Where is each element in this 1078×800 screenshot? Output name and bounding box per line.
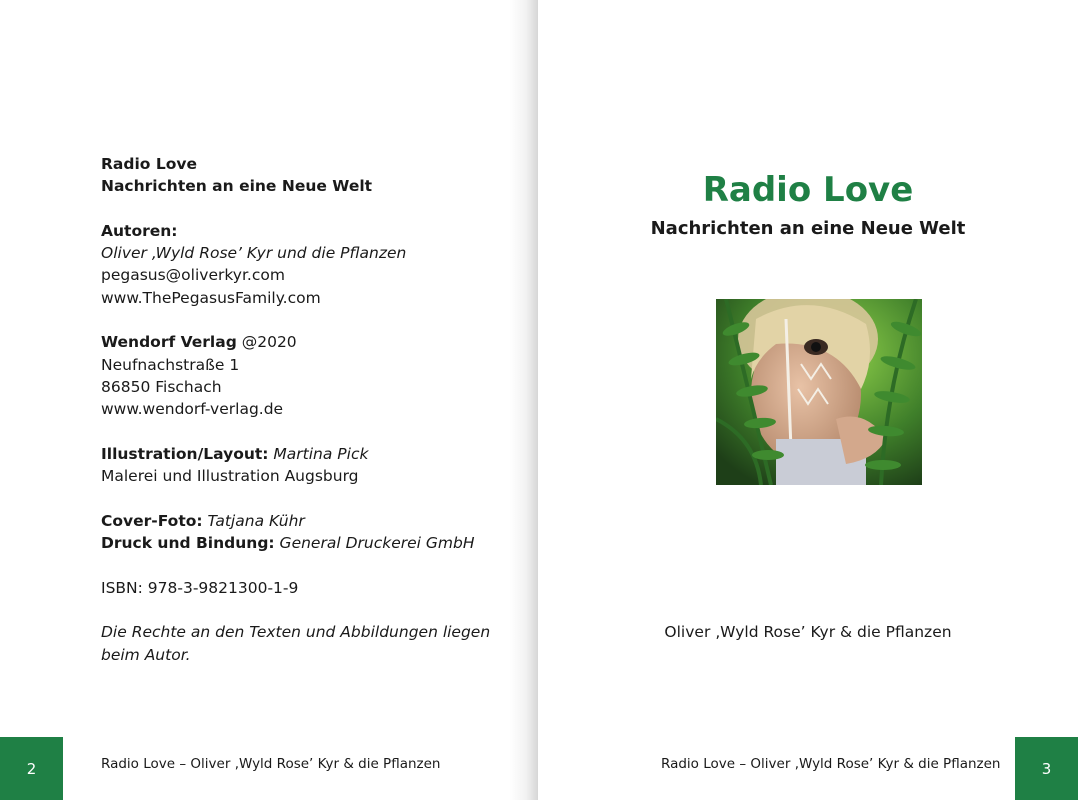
authors-value: Oliver ‚Wyld Rose’ Kyr und die Pflanzen [101,244,407,263]
illustration-label: Illustration/Layout: [101,444,269,463]
page-number-left: 2 [0,737,63,800]
illustration-description: Malerei und Illustration Augsburg [101,467,359,486]
page-number-right: 3 [1015,737,1078,800]
cover-photo-label: Cover-Foto: [101,511,203,530]
publisher-street: Neufnachstraße 1 [101,355,240,374]
publisher-website: www.wendorf-verlag.de [101,400,284,419]
rights-notice: Die Rechte an den Texten und Abbildungen liegen beim Autor. [101,623,491,664]
imprint-book-subtitle: Nachrichten an eine Neue Welt [101,177,373,196]
publisher-year: @2020 [236,333,297,352]
print-value: General Druckerei GmbH [274,534,475,553]
title-page-heading: Radio Love [702,170,914,210]
cover-photo-value: Tatjana Kühr [202,511,305,530]
right-page [538,0,1078,800]
authors-label: Autoren: [101,221,178,240]
footer-left: Radio Love – Oliver ‚Wyld Rose’ Kyr & die Pflanzen [101,756,441,772]
imprint-block [101,153,501,688]
title-page-subtitle: Nachrichten an eine Neue Welt [650,218,966,239]
print-label: Druck und Bindung: [101,534,275,553]
publisher-name: Wendorf Verlag [101,333,237,352]
left-page [0,0,532,800]
publisher-city: 86850 Fischach [101,377,222,396]
illustration-value: Martina Pick [268,444,369,463]
footer-right: Radio Love – Oliver ‚Wyld Rose’ Kyr & die Pflanzen [661,756,1001,772]
isbn: ISBN: 978-3-9821300-1-9 [101,578,299,597]
cover-photo-child-ferns [716,299,922,485]
author-email: pegasus@oliverkyr.com [101,266,285,285]
author-website: www.ThePegasusFamily.com [101,288,321,307]
imprint-book-title: Radio Love [101,155,197,173]
title-page-author: Oliver ‚Wyld Rose’ Kyr & die Pflanzen [664,623,952,641]
